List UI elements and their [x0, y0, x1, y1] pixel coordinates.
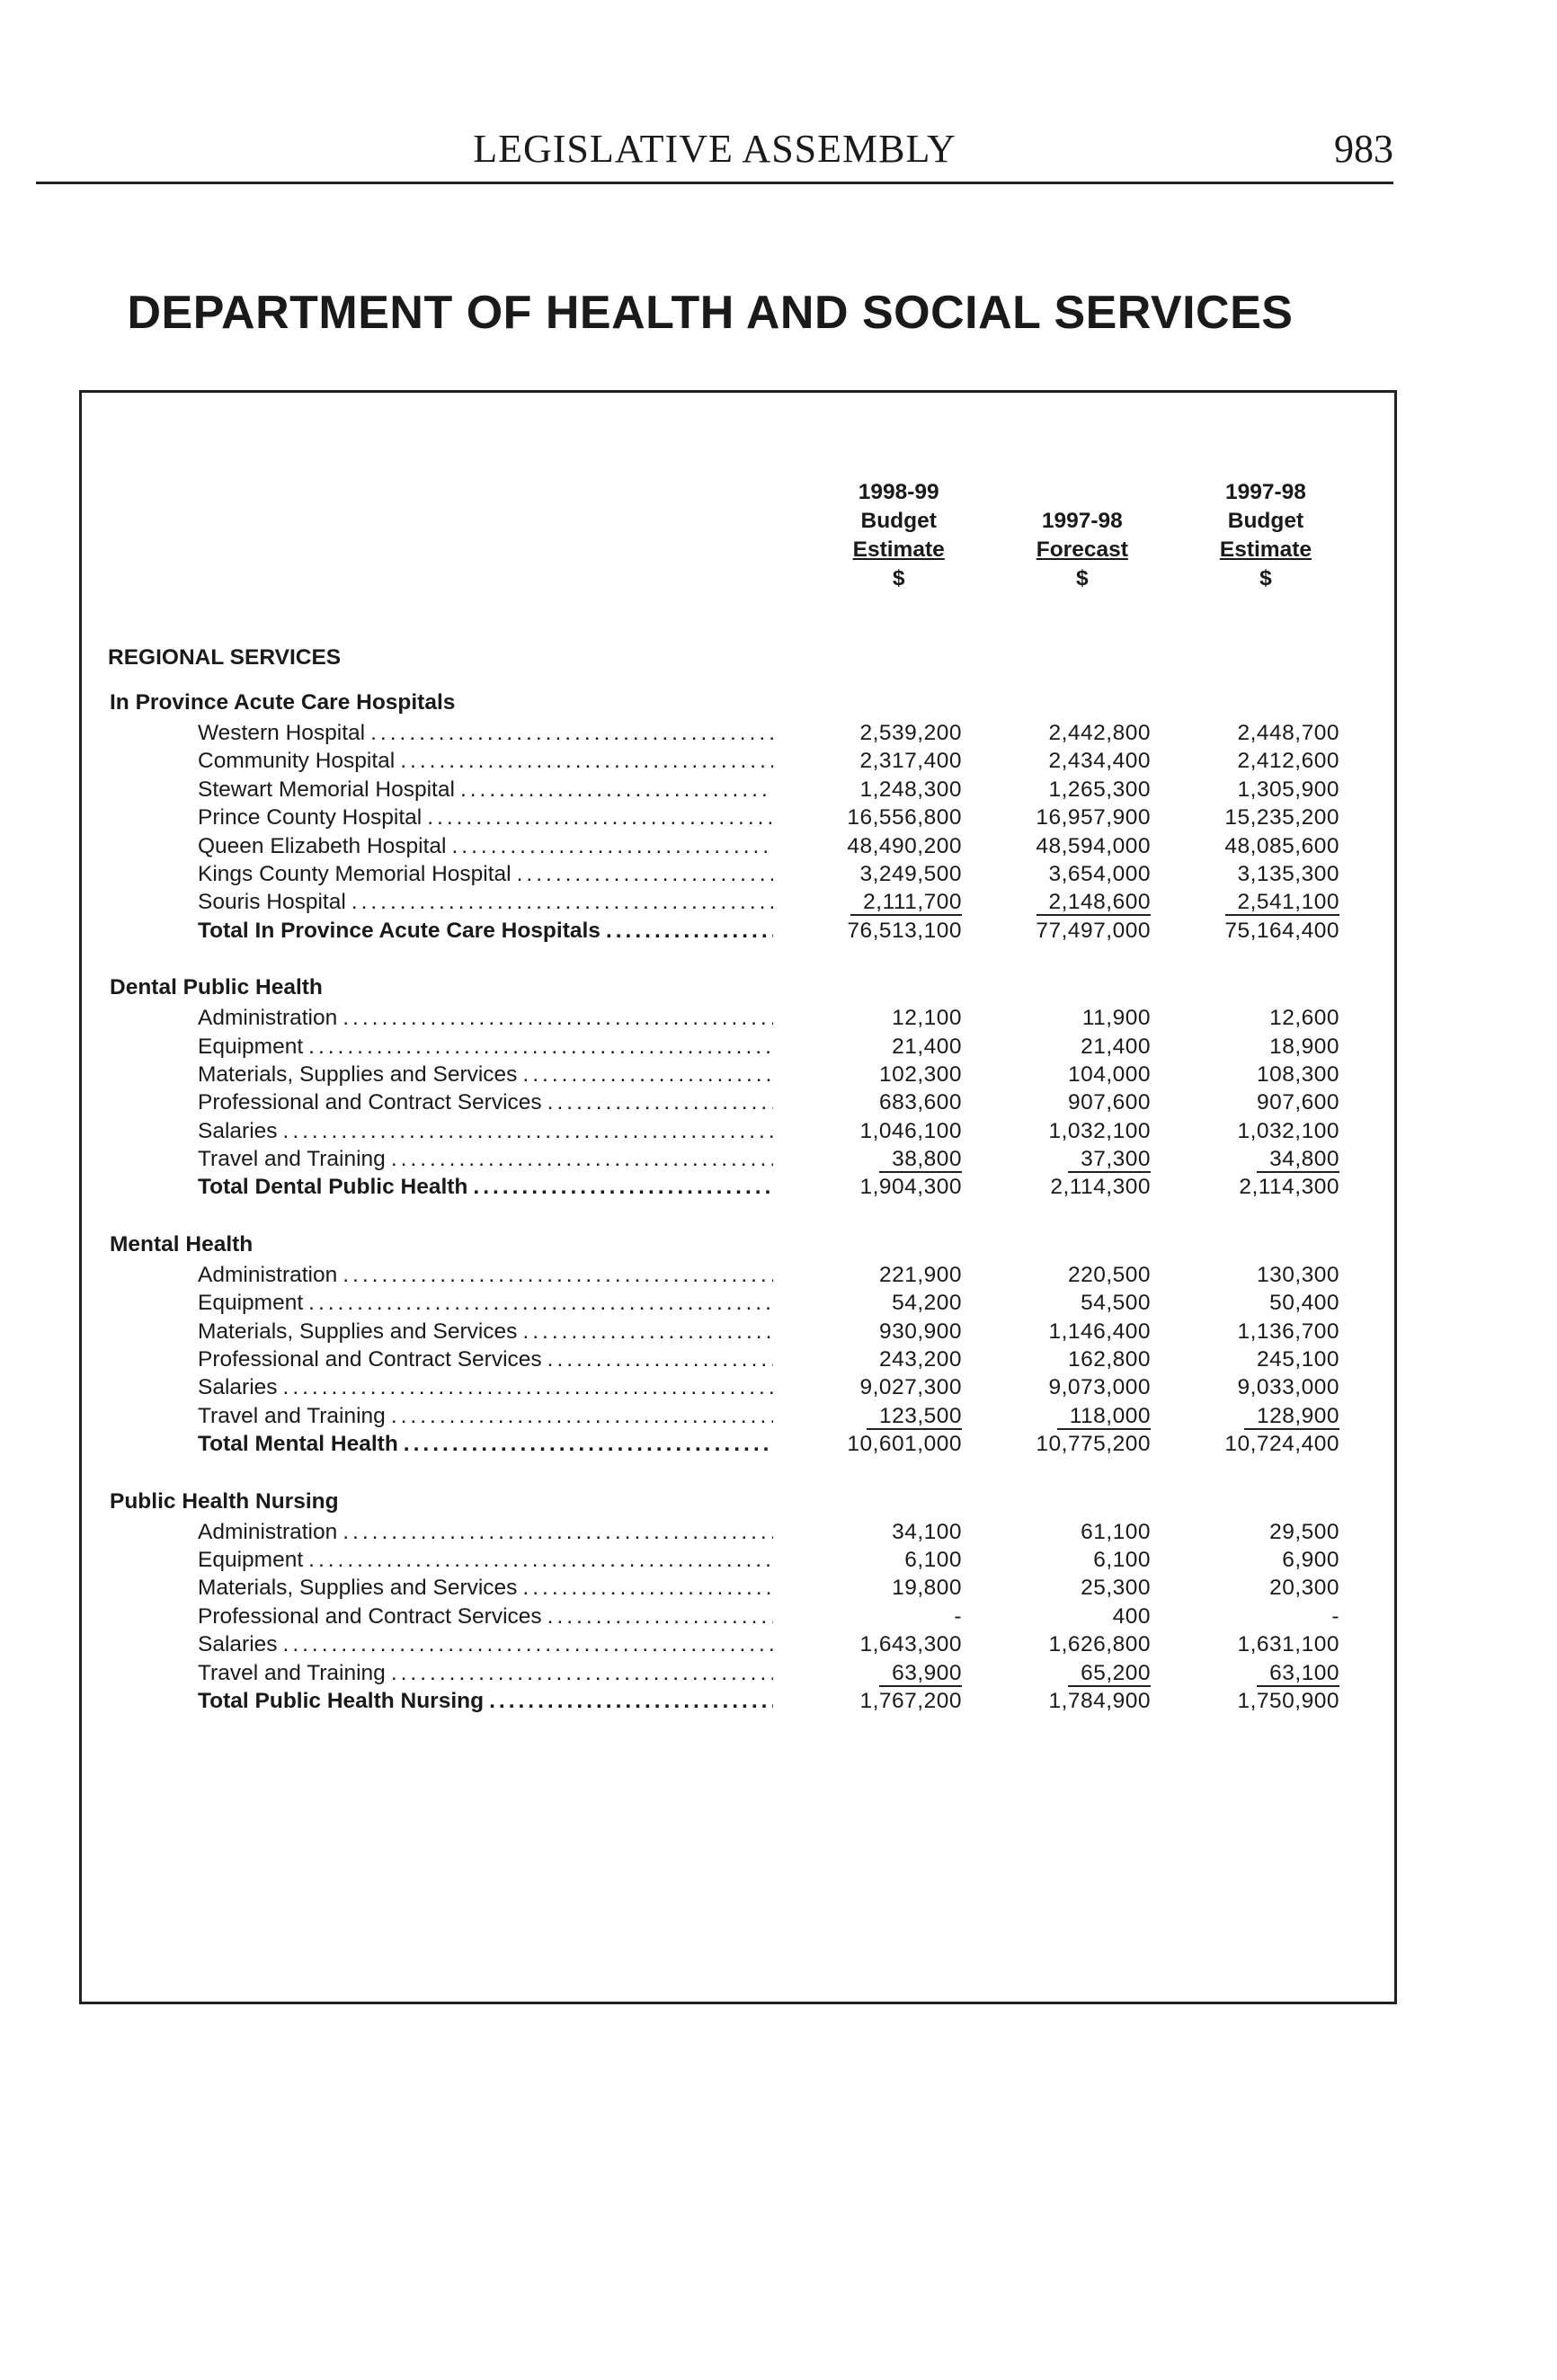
value-cell: 10,601,000	[847, 1432, 962, 1457]
table-row	[108, 1117, 1357, 1145]
row-label: Salaries	[198, 1632, 278, 1657]
row-label: Professional and Contract Services	[198, 1603, 542, 1629]
table-row	[108, 1574, 1357, 1602]
value-cell: 6,100	[1093, 1547, 1151, 1572]
table-row	[108, 1659, 1357, 1687]
value-cell: 1,784,900	[1048, 1688, 1151, 1713]
dot-leader	[522, 1318, 773, 1345]
row-label: Stewart Memorial Hospital	[198, 777, 455, 802]
group-heading: In Province Acute Care Hospitals	[110, 690, 456, 715]
value-cell: 102,300	[878, 1061, 962, 1087]
row-label: Travel and Training	[198, 1403, 386, 1428]
total-row	[108, 1173, 1357, 1201]
value-cell: 2,114,300	[1239, 1175, 1339, 1200]
group-heading: Dental Public Health	[110, 975, 323, 1000]
row-label: Administration	[198, 1262, 338, 1287]
row-label: Queen Elizabeth Hospital	[198, 833, 447, 858]
value-cell: 104,000	[1067, 1061, 1151, 1087]
value-cell: 21,400	[1081, 1034, 1151, 1059]
total-row	[108, 1430, 1357, 1458]
value-cell: 9,033,000	[1237, 1375, 1339, 1400]
value-cell: 2,448,700	[1237, 721, 1339, 745]
dot-leader	[283, 1373, 773, 1401]
value-cell: 3,654,000	[1048, 861, 1151, 886]
value-cell: 6,100	[904, 1547, 962, 1572]
value-cell: 1,767,200	[859, 1688, 962, 1713]
dot-leader	[489, 1687, 773, 1715]
value-cell: 34,800	[1151, 1145, 1339, 1173]
value-cell: 118,000	[962, 1402, 1151, 1430]
value-cell: 19,800	[892, 1576, 962, 1601]
value-cell: -	[954, 1603, 962, 1629]
dot-leader	[522, 1574, 773, 1602]
value-cell: 2,539,200	[859, 721, 962, 745]
row-label: Souris Hospital	[198, 890, 346, 915]
value-cell: 38,800	[773, 1145, 962, 1173]
value-cell: 11,900	[1081, 1006, 1151, 1031]
value-cell: 1,631,100	[1237, 1632, 1339, 1657]
table-row	[108, 719, 1357, 747]
dot-leader	[343, 1261, 773, 1289]
table-row	[108, 1518, 1357, 1546]
value-cell: 108,300	[1256, 1061, 1339, 1087]
value-cell: 48,085,600	[1224, 833, 1339, 858]
value-cell: 20,300	[1269, 1576, 1339, 1601]
column-header-forecast-1997-98: 1997-98 Forecast $	[1036, 509, 1128, 591]
page-number: 983	[1334, 127, 1393, 171]
row-label: Kings County Memorial Hospital	[198, 861, 512, 886]
row-label: Administration	[198, 1519, 338, 1544]
value-cell: 21,400	[892, 1034, 962, 1059]
dot-leader	[391, 1145, 773, 1173]
value-cell: 2,541,100	[1151, 888, 1339, 916]
table-row	[108, 1318, 1357, 1345]
table-row	[108, 1345, 1357, 1373]
dot-leader	[391, 1402, 773, 1430]
column-header-row	[108, 467, 1357, 593]
value-cell: 400	[1112, 1603, 1151, 1629]
value-cell: 220,500	[1067, 1262, 1151, 1287]
table-row	[108, 1546, 1357, 1574]
dot-leader	[404, 1430, 773, 1458]
total-label: Total Dental Public Health	[198, 1175, 468, 1200]
table-row	[108, 1630, 1357, 1658]
row-label: Materials, Supplies and Services	[198, 1576, 518, 1601]
dot-leader	[351, 888, 773, 916]
value-cell: 77,497,000	[1036, 918, 1151, 943]
row-label: Equipment	[198, 1547, 304, 1572]
dot-leader	[606, 917, 773, 945]
row-label: Salaries	[198, 1118, 278, 1143]
table-row	[108, 1145, 1357, 1173]
value-cell: 18,900	[1269, 1034, 1339, 1059]
table-row	[108, 804, 1357, 831]
row-label: Travel and Training	[198, 1147, 386, 1172]
dot-leader	[451, 832, 773, 860]
row-label: Prince County Hospital	[198, 805, 423, 830]
value-cell: 1,136,700	[1237, 1319, 1339, 1344]
row-label: Equipment	[198, 1291, 304, 1316]
value-cell: 930,900	[878, 1319, 962, 1344]
column-header-budget-1997-98: 1997-98 Budget Estimate $	[1219, 480, 1312, 591]
row-label: Administration	[198, 1006, 338, 1031]
value-cell: 6,900	[1282, 1547, 1339, 1572]
table-row	[108, 1289, 1357, 1317]
value-cell: 683,600	[878, 1090, 962, 1115]
dot-leader	[522, 1061, 773, 1088]
value-cell: 3,249,500	[859, 861, 962, 886]
value-cell: 34,100	[892, 1519, 962, 1544]
value-cell: 1,626,800	[1048, 1632, 1151, 1657]
value-cell: 2,114,300	[1050, 1175, 1151, 1200]
value-cell: 2,434,400	[1048, 749, 1151, 774]
value-cell: 12,100	[892, 1006, 962, 1031]
value-cell: 50,400	[1269, 1291, 1339, 1316]
row-label: Professional and Contract Services	[198, 1347, 542, 1372]
value-cell: 75,164,400	[1224, 918, 1339, 943]
table-row	[108, 860, 1357, 888]
value-cell: 9,073,000	[1048, 1375, 1151, 1400]
value-cell: 25,300	[1081, 1576, 1151, 1601]
table-row	[108, 747, 1357, 775]
value-cell: 123,500	[773, 1402, 962, 1430]
dot-leader	[370, 719, 773, 747]
table-row	[108, 776, 1357, 804]
value-cell: 9,027,300	[859, 1375, 962, 1400]
table-row	[108, 1261, 1357, 1289]
total-label: Total Mental Health	[198, 1432, 398, 1457]
dot-leader	[283, 1117, 773, 1145]
value-cell: 221,900	[878, 1262, 962, 1287]
value-cell: 15,235,200	[1224, 805, 1339, 830]
value-cell: 1,305,900	[1237, 777, 1339, 802]
value-cell: 61,100	[1081, 1519, 1151, 1544]
value-cell: 10,724,400	[1224, 1432, 1339, 1457]
total-row	[108, 1687, 1357, 1715]
row-label: Travel and Training	[198, 1660, 386, 1685]
department-title: DEPARTMENT OF HEALTH AND SOCIAL SERVICES	[127, 287, 1294, 339]
row-label: Materials, Supplies and Services	[198, 1319, 518, 1344]
dot-leader	[427, 804, 773, 831]
value-cell: 1,248,300	[859, 777, 962, 802]
value-cell: 243,200	[878, 1347, 962, 1372]
row-label: Equipment	[198, 1034, 304, 1059]
dot-leader	[460, 776, 773, 804]
table-row	[108, 1033, 1357, 1061]
value-cell: 37,300	[962, 1145, 1151, 1173]
running-header	[36, 126, 1393, 184]
dot-leader	[473, 1173, 773, 1201]
value-cell: 1,750,900	[1237, 1688, 1339, 1713]
value-cell: 162,800	[1067, 1347, 1151, 1372]
value-cell: 1,265,300	[1048, 777, 1151, 802]
table-row	[108, 1061, 1357, 1088]
dot-leader	[308, 1289, 773, 1317]
row-label: Professional and Contract Services	[198, 1090, 542, 1115]
value-cell: 63,100	[1151, 1659, 1339, 1687]
total-row	[108, 917, 1357, 945]
value-cell: 1,146,400	[1048, 1319, 1151, 1344]
value-cell: 907,600	[1067, 1090, 1151, 1115]
table-row	[108, 1402, 1357, 1430]
group-heading: Public Health Nursing	[110, 1488, 339, 1514]
value-cell: 48,594,000	[1036, 833, 1151, 858]
value-cell: 1,904,300	[859, 1175, 962, 1200]
dot-leader	[343, 1518, 773, 1546]
table-row	[108, 1373, 1357, 1401]
dot-leader	[308, 1546, 773, 1574]
table-row	[108, 832, 1357, 860]
row-label: Western Hospital	[198, 721, 366, 745]
value-cell: 54,500	[1081, 1291, 1151, 1316]
section-heading: REGIONAL SERVICES	[108, 645, 342, 670]
value-cell: 2,442,800	[1048, 721, 1151, 745]
running-title: LEGISLATIVE ASSEMBLY	[473, 127, 956, 171]
value-cell: 1,032,100	[1048, 1118, 1151, 1143]
value-cell: 1,046,100	[859, 1118, 962, 1143]
value-cell: 1,643,300	[859, 1632, 962, 1657]
total-label: Total In Province Acute Care Hospitals	[198, 918, 601, 943]
value-cell: 130,300	[1256, 1262, 1339, 1287]
value-cell: 245,100	[1256, 1347, 1339, 1372]
value-cell: 128,900	[1151, 1402, 1339, 1430]
value-cell: 29,500	[1269, 1519, 1339, 1544]
value-cell: 2,412,600	[1237, 749, 1339, 774]
table-row	[108, 888, 1357, 916]
value-cell: 1,032,100	[1237, 1118, 1339, 1143]
row-label: Community Hospital	[198, 749, 396, 774]
value-cell: 76,513,100	[847, 918, 962, 943]
dot-leader	[283, 1630, 773, 1658]
table-body	[108, 687, 1357, 1715]
value-cell: 16,957,900	[1036, 805, 1151, 830]
group-heading: Mental Health	[110, 1231, 254, 1257]
estimates-table	[108, 467, 1357, 1715]
row-label: Materials, Supplies and Services	[198, 1061, 518, 1087]
value-cell: 3,135,300	[1237, 861, 1339, 886]
value-cell: 16,556,800	[847, 805, 962, 830]
dot-leader	[547, 1603, 773, 1630]
value-cell: 65,200	[962, 1659, 1151, 1687]
table-row	[108, 1088, 1357, 1116]
value-cell: 2,317,400	[859, 749, 962, 774]
dot-leader	[391, 1659, 773, 1687]
value-cell: 907,600	[1256, 1090, 1339, 1115]
value-cell: 2,148,600	[962, 888, 1151, 916]
dot-leader	[547, 1345, 773, 1373]
column-header-budget-1998-99: 1998-99 Budget Estimate $	[852, 480, 945, 591]
value-cell: 12,600	[1269, 1006, 1339, 1031]
value-cell: 10,775,200	[1036, 1432, 1151, 1457]
dot-leader	[308, 1033, 773, 1061]
value-cell: 63,900	[773, 1659, 962, 1687]
table-row	[108, 1004, 1357, 1032]
value-cell: -	[1331, 1603, 1339, 1629]
table-row	[108, 1603, 1357, 1630]
dot-leader	[400, 747, 773, 775]
dot-leader	[547, 1088, 773, 1116]
row-label: Salaries	[198, 1375, 278, 1400]
value-cell: 54,200	[892, 1291, 962, 1316]
dot-leader	[343, 1004, 773, 1032]
dot-leader	[517, 860, 773, 888]
total-label: Total Public Health Nursing	[198, 1688, 485, 1713]
value-cell: 2,111,700	[773, 888, 962, 916]
value-cell: 48,490,200	[847, 833, 962, 858]
